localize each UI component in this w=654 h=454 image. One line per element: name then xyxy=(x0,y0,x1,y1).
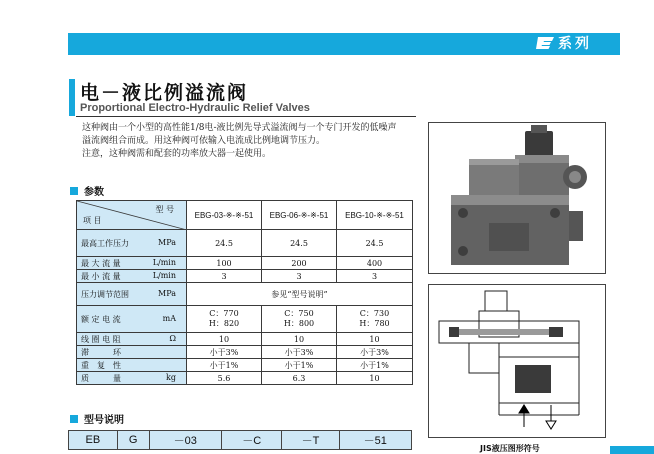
table-cell: 10 xyxy=(187,333,262,346)
table-row xyxy=(77,283,413,306)
model-code-cell: －03 xyxy=(149,431,221,450)
valve-photo-illustration xyxy=(429,123,605,273)
table-cell: 200 xyxy=(262,257,337,270)
table-cell: C：730 H：780 xyxy=(337,306,413,333)
row-label xyxy=(77,372,187,385)
table-cell-span: 参见“型号说明” xyxy=(187,283,413,306)
row-label-text: 额 定 电 流 xyxy=(81,314,121,324)
model-header: EBG-06-※-※-51 xyxy=(262,201,337,230)
table-cell: 小于1% xyxy=(337,359,413,372)
model-code-cell: －T xyxy=(282,431,339,450)
table-cell: 小于3% xyxy=(187,346,262,359)
table-cell: 小于1% xyxy=(262,359,337,372)
model-heading-text: 型号说明 xyxy=(84,415,124,426)
intro-line: 注意，这种阀需和配套的功率放大器一起使用。 xyxy=(82,149,272,159)
model-code-cell: －C xyxy=(221,431,282,450)
row-unit: Ω xyxy=(169,333,176,343)
row-label-text: 线 圈 电 阻 xyxy=(81,334,121,344)
page-edge-tab xyxy=(610,446,654,454)
table-cell: 3 xyxy=(337,270,413,283)
table-cell: 24.5 xyxy=(337,230,413,257)
table-cell: 100 xyxy=(187,257,262,270)
table-row xyxy=(77,230,413,257)
title-accent-bar xyxy=(69,79,75,116)
table-cell: 10 xyxy=(262,333,337,346)
model-code-table xyxy=(68,430,412,450)
row-label-text: 最高工作压力 xyxy=(81,238,129,248)
table-row xyxy=(77,359,413,372)
table-cell: 400 xyxy=(337,257,413,270)
page-subtitle: Proportional Electro-Hydraulic Relief Valves xyxy=(80,102,310,114)
params-heading xyxy=(70,183,104,198)
model-header: EBG-03-※-※-51 xyxy=(187,201,262,230)
params-heading-text: 参数 xyxy=(84,187,104,198)
series-text: 系列 xyxy=(558,36,592,52)
row-unit: mA xyxy=(162,313,176,323)
table-row xyxy=(77,372,413,385)
row-unit: kg xyxy=(166,372,176,382)
row-label-text: 质 量 xyxy=(81,373,121,383)
model-code-cell: EB xyxy=(69,431,118,450)
row-unit: MPa xyxy=(158,288,176,298)
table-cell: 小于3% xyxy=(262,346,337,359)
row-label xyxy=(77,283,187,306)
row-label xyxy=(77,346,187,359)
table-row xyxy=(77,306,413,333)
row-label xyxy=(77,270,187,283)
table-cell: 24.5 xyxy=(262,230,337,257)
row-unit: L/min xyxy=(152,270,176,280)
row-unit: MPa xyxy=(158,237,176,247)
table-cell: C：770 H：820 xyxy=(187,306,262,333)
table-cell: 10 xyxy=(337,333,413,346)
table-row xyxy=(77,333,413,346)
row-label xyxy=(77,333,187,346)
table-corner-cell xyxy=(77,201,187,230)
model-heading xyxy=(70,411,124,426)
row-label-text: 最 大 流 量 xyxy=(81,258,121,268)
product-photo xyxy=(428,122,606,274)
hydraulic-diagram xyxy=(428,284,606,438)
corner-bottom-label: 项 目 xyxy=(83,216,102,225)
row-label-text: 重 复 性 xyxy=(81,360,121,370)
table-cell: 小于3% xyxy=(337,346,413,359)
row-label-text: 最 小 流 量 xyxy=(81,271,121,281)
series-label xyxy=(536,33,620,55)
cross-section-drawing xyxy=(429,285,605,437)
row-label xyxy=(77,257,187,270)
row-label xyxy=(77,230,187,257)
row-label-text: 滞 环 xyxy=(81,347,121,357)
section-marker-icon xyxy=(70,187,78,195)
row-unit: L/min xyxy=(152,257,176,267)
header-bar xyxy=(68,33,620,55)
intro-text xyxy=(82,122,422,161)
diagram-caption: JIS液压图形符号 xyxy=(480,444,540,453)
intro-line: 溢流阀组合而成。用这种阀可依输入电流成比例地调节压力。 xyxy=(82,136,326,146)
row-label xyxy=(77,306,187,333)
model-code-cell: G xyxy=(117,431,149,450)
row-label-text: 压力调节范围 xyxy=(81,289,129,299)
model-code-cell: －51 xyxy=(339,431,411,450)
title-divider xyxy=(76,116,416,117)
model-code-row xyxy=(69,431,412,450)
page-title: 电－液比例溢流阀 xyxy=(80,82,249,104)
table-cell: 3 xyxy=(262,270,337,283)
brand-logo-icon xyxy=(536,36,556,50)
table-row xyxy=(77,346,413,359)
table-cell: 24.5 xyxy=(187,230,262,257)
table-cell: 5.6 xyxy=(187,372,262,385)
table-cell: 3 xyxy=(187,270,262,283)
table-cell: C：750 H：800 xyxy=(262,306,337,333)
table-row xyxy=(77,270,413,283)
section-marker-icon xyxy=(70,415,78,423)
corner-top-label: 型 号 xyxy=(155,205,174,214)
table-header-row xyxy=(77,201,413,230)
row-label xyxy=(77,359,187,372)
table-cell: 10 xyxy=(337,372,413,385)
table-cell: 6.3 xyxy=(262,372,337,385)
model-header: EBG-10-※-※-51 xyxy=(337,201,413,230)
table-cell: 小于1% xyxy=(187,359,262,372)
intro-line: 这种阀由一个小型的高性能1/8电-液比例先导式溢流阀与一个专门开发的低噪声 xyxy=(82,123,397,133)
table-row xyxy=(77,257,413,270)
spec-table xyxy=(76,200,413,385)
